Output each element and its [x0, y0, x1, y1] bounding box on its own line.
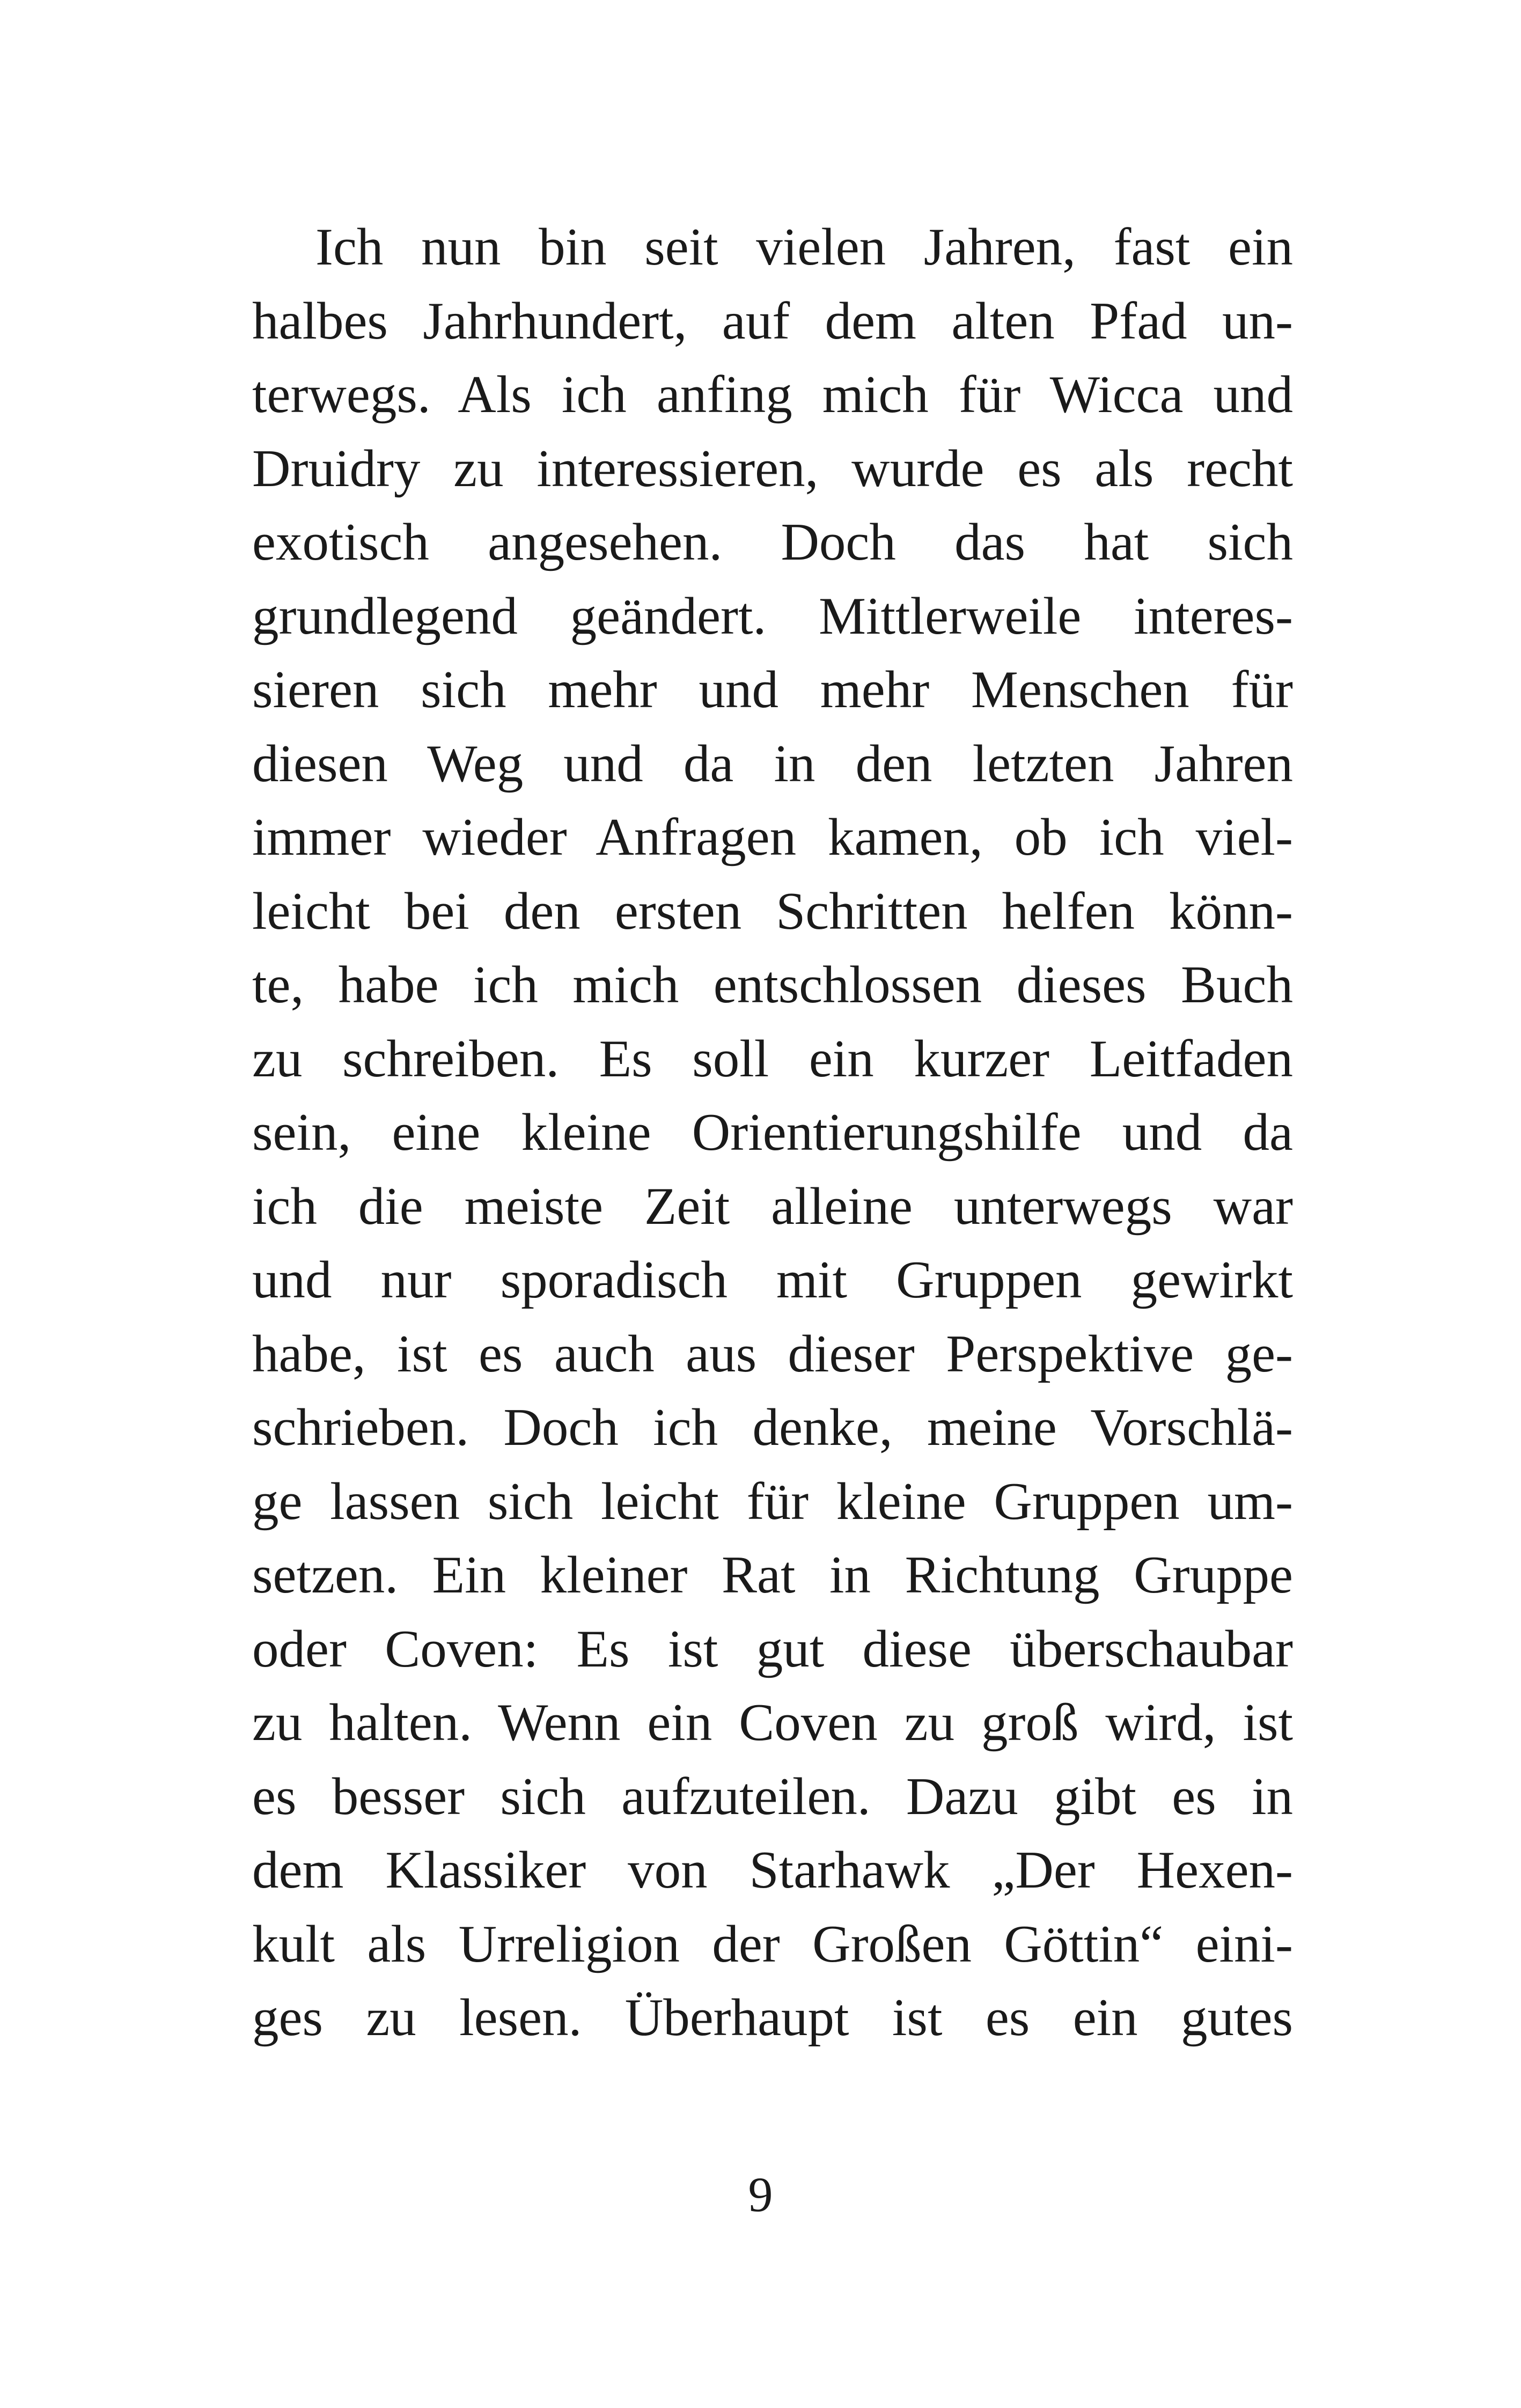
text-line: sieren sich mehr und mehr Menschen für — [252, 660, 1293, 719]
text-line: und nur sporadisch mit Gruppen gewirkt — [252, 1251, 1293, 1309]
text-line: dem Klassiker von Starhawk „Der Hexen- — [252, 1841, 1293, 1899]
text-line: zu schreiben. Es soll ein kurzer Leitfaden — [252, 1029, 1293, 1088]
text-line: immer wieder Anfragen kamen, ob ich viel- — [252, 808, 1293, 867]
text-line: zu halten. Wenn ein Coven zu groß wird, ist — [252, 1693, 1293, 1752]
page-number: 9 — [748, 2167, 773, 2222]
text-line: Ich nun bin seit vielen Jahren, fast ein — [315, 218, 1293, 276]
text-line: exotisch angesehen. Doch das hat sich — [252, 513, 1293, 571]
text-line: halbes Jahrhundert, auf dem alten Pfad un- — [252, 291, 1293, 350]
text-line: kult als Urreligion der Großen Göttin“ eini- — [252, 1914, 1293, 1973]
text-line: setzen. Ein kleiner Rat in Richtung Gruppe — [252, 1546, 1293, 1604]
text-line: diesen Weg und da in den letzten Jahren — [252, 734, 1293, 793]
text-line: terwegs. Als ich anfing mich für Wicca und — [252, 365, 1293, 424]
text-line: ges zu lesen. Überhaupt ist es ein gutes — [252, 1988, 1293, 2047]
text-line: ich die meiste Zeit alleine unterwegs war — [252, 1177, 1293, 1236]
text-line: te, habe ich mich entschlossen dieses Buch — [252, 956, 1293, 1014]
text-line: schrieben. Doch ich denke, meine Vorschlä- — [252, 1398, 1293, 1457]
text-line: sein, eine kleine Orientierungshilfe und da — [252, 1103, 1293, 1162]
text-line: es besser sich aufzuteilen. Dazu gibt es in — [252, 1767, 1293, 1826]
text-line: grundlegend geändert. Mittlerweile interes- — [252, 586, 1293, 645]
text-line: Druidry zu interessieren, wurde es als recht — [252, 439, 1293, 498]
text-line: leicht bei den ersten Schritten helfen könn- — [252, 882, 1293, 941]
body-text — [252, 210, 1293, 2055]
text-line: ge lassen sich leicht für kleine Gruppen um- — [252, 1472, 1293, 1531]
text-line: oder Coven: Es ist gut diese überschaubar — [252, 1619, 1293, 1678]
text-line: habe, ist es auch aus dieser Perspektive ge- — [252, 1324, 1293, 1383]
